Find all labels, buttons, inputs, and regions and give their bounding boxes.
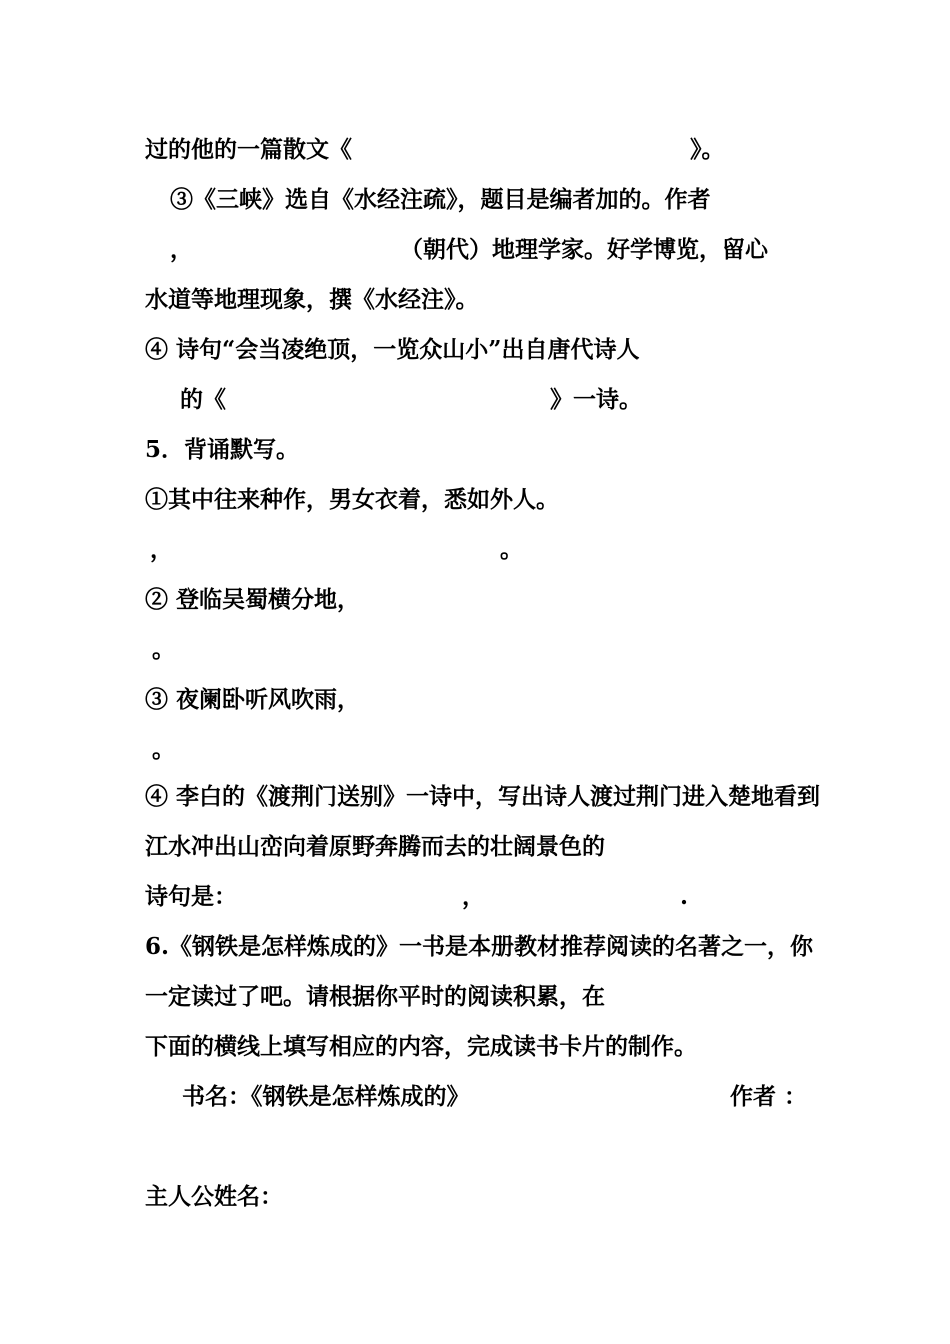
text-line-16c: . [680,883,689,910]
text-line-12: ③ 夜阑卧听风吹雨， [145,686,361,713]
text-line-10: ② 登临吴蜀横分地， [145,586,361,613]
text-line-14: ④ 李白的《渡荆门送别》一诗中，写出诗人渡过荆门进入楚地看到 [145,783,821,810]
text-line-18: 一定读过了吧。请根据你平时的阅读积累，在 [145,983,605,1010]
text-line-13: 。 [152,736,175,763]
text-line-3b: （朝代）地理学家。好学博览，留心 [400,236,768,263]
text-line-2: ③《三峡》选自《水经注疏》，题目是编者加的。作者 [170,186,711,213]
text-line-9b: 。 [500,536,523,563]
text-line-11: 。 [152,636,175,663]
text-line-6b: 》一诗。 [550,386,642,413]
text-line-17: 6.《钢铁是怎样炼成的》一书是本册教材推荐阅读的名著之一，你 [145,933,814,960]
text-line-20a: 书名：《钢铁是怎样炼成的》 [182,1083,470,1110]
text-line-1a: 过的他的一篇散文《 [145,136,352,163]
text-line-19: 下面的横线上填写相应的内容，完成读书卡片的制作。 [145,1033,697,1060]
text-line-3a: ， [170,236,193,263]
text-line-20b: 作者 ： [730,1083,808,1110]
text-line-4: 水道等地理现象，撰《水经注》。 [145,286,479,313]
text-line-6a: 的《 [180,386,226,413]
text-line-5: ④ 诗句“会当凌绝顶，一览众山小”出自唐代诗人 [145,336,640,363]
text-line-7: 5．背诵默写。 [145,436,300,463]
text-line-8: ①其中往来种作，男女衣着，悉如外人。 [145,486,559,513]
text-line-1b: 》。 [690,136,725,163]
text-line-16a: 诗句是： [145,883,237,910]
text-line-9a: ， [150,536,173,563]
text-line-16b: ， [462,883,485,910]
text-line-21: 主人公姓名： [145,1183,283,1210]
text-line-15: 江水冲出山峦向着原野奔腾而去的壮阔景色的 [145,833,605,860]
